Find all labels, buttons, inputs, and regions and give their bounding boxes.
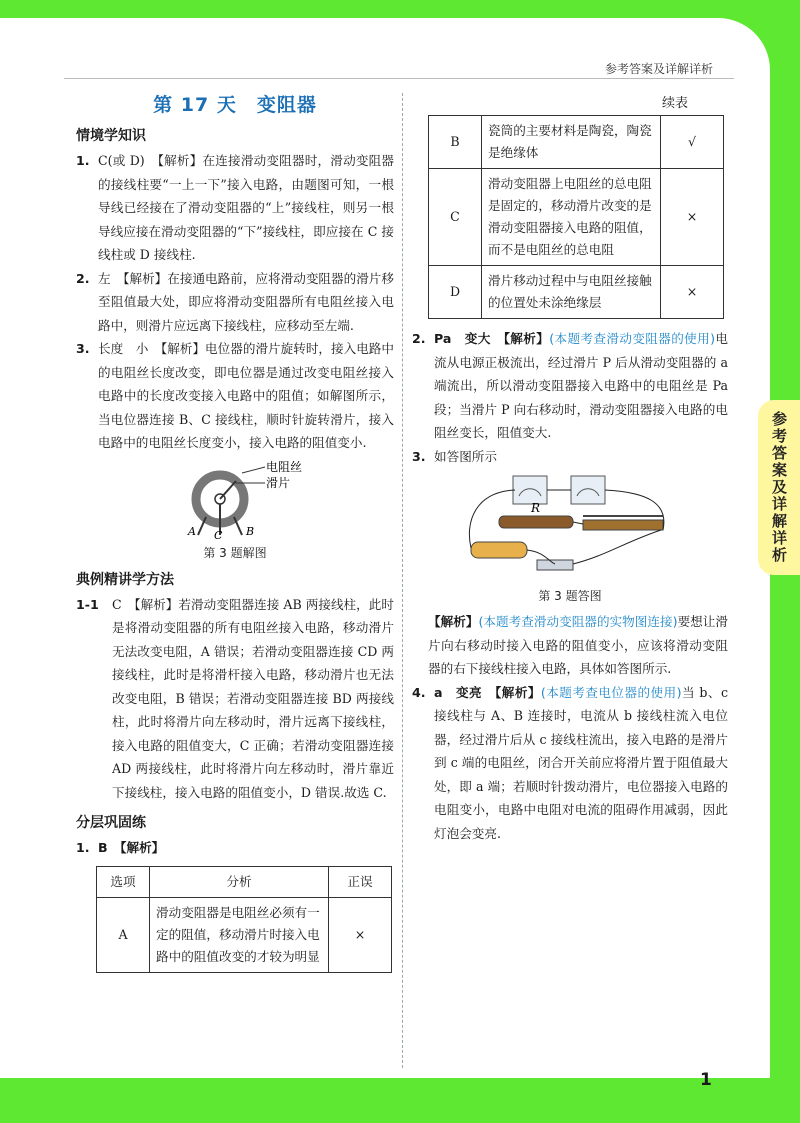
analysis-paragraph [412,610,728,681]
item-number: 4. [412,684,426,700]
item-note: (本题考查滑动变阻器的使用) [549,331,716,346]
label-resistance-wire: 电阻丝 [266,459,303,474]
item-text: 要想让滑片向右移动时接入电路的阻值变小，应该将滑动变阻器的右下接线柱接入电路，具体如答图所示. [428,614,729,676]
item-number: 2. [412,331,426,346]
running-header: 参考答案及详解详析 [605,62,714,76]
column-divider [402,93,403,1068]
page-sheet [0,18,770,1090]
page-number: 1 [700,1070,712,1090]
item-text: 如答图所示 [434,448,497,464]
battery [471,542,527,558]
answer-item [76,836,394,860]
analysis-table [96,866,392,973]
cell-analysis: 瓷筒的主要材料是陶瓷，陶瓷是绝缘体 [482,116,661,169]
item-number: 1. [76,840,90,855]
switch [537,560,573,570]
table-row [429,266,724,319]
answer-item [76,337,394,455]
cell-verdict: × [661,169,724,266]
item-text: 左 【解析】在接通电路前，应将滑动变阻器的滑片移至阻值最大处，即应将滑动变阻器所有电阻丝接入电路中，则滑片应远离下接线柱，应移动至左端. [98,270,394,333]
left-column [76,86,394,973]
item-text: C(或 D) 【解析】在连接滑动变阻器时，滑动变阻器的接线柱要“一上一下”接入电路，由题图可知，一根导线已经接在了滑动变阻器的“上”接线柱，则另一根导线应接在滑动变阻器的“下”接线柱，即应接在 C 接线柱或 D 接线柱. [98,153,394,262]
label-slider: 滑片 [266,475,291,490]
cell-option: B [429,116,482,169]
item-text: 长度 小 【解析】电位器的滑片旋转时，接入电路中的电阻丝长度改变，即电位器是通过改变电阻丝接入电路中的长度改变接入电路中的阻值；如解图所示，当电位器连接 B、C 接线柱，顺时针旋转滑片，接入电路中的电阻丝长度变小，接入电路的阻值变小. [98,341,394,450]
leader-wire [242,467,265,473]
item-number: 3. [412,448,426,464]
cell-verdict: × [329,897,392,972]
item-number: 1-1 [76,596,99,612]
answer-item [76,149,394,267]
section-heading-practice: 分层巩固练 [76,815,146,831]
answer-item [412,681,728,846]
wire [573,530,661,564]
label-b: B [246,524,255,538]
header-analysis: 分析 [150,866,329,897]
potentiometer-diagram [170,459,303,542]
analysis-table-continued [428,115,724,319]
circuit-diagram [455,472,685,582]
answer-item [412,445,728,469]
ammeter [513,476,547,504]
header-option: 选项 [97,866,150,897]
figure-caption: 第 3 题解图 [203,545,267,560]
cell-analysis: 滑动变阻器是电阻丝必须有一定的阻值，移动滑片时接入电路中的阻值改变的才较为明显 [150,897,329,972]
rheostat [583,520,663,530]
answer-item [412,327,728,445]
voltmeter [571,476,605,504]
item-text: 电流从电源正极流出，经过滑片 P 后从滑动变阻器的 a 端流出，所以滑动变阻器接入电路中的电阻丝是 Pa 段；当滑片 P 向右移动时，滑动变阻器接入电路的电阻丝变长，阻值变大. [434,331,729,440]
item-text: B 【解析】 [98,840,165,855]
item-text: C 【解析】若滑动变阻器连接 AB 两接线柱，此时是将滑动变阻器的所有电阻丝接入电路，移动滑片无法改变电阻，A 错误；若滑动变阻器连接 CD 两接线柱，此时是将滑杆接入电路，移动滑片也无法改变电阻，B 错误；若滑动变阻器连接 BD 两接线柱，此时将滑片向左移动时，滑片远离下接线柱，接入电路的阻值变大，C 正确；若滑动变阻器连接 AD 两接线柱，此时将滑片向左移动时，滑片靠近下接线柱，接入电路的阻值变小，D 错误.故选 C. [112,596,394,800]
figure-circuit [412,472,728,604]
slider-arm [220,481,236,499]
item-text: 当 b、c 接线柱与 A、B 连接时，电流从 b 接线柱流入电位器，经过滑片后从 c 接线柱流出，接入电路的是滑片到 c 端的电阻丝，闭合开关前应将滑片置于阻值最大处，即 a 端；若顺时针拨动滑片，电位器接入电路的电阻变小，电路中电阻对电流的阻碍作用减弱，因此灯泡会变亮. [434,684,728,841]
figure-potentiometer [76,459,394,561]
cell-option: A [97,897,150,972]
page-title: 第 17 天 变阻器 [153,94,317,116]
right-column [412,98,728,845]
analysis-head: 【解析】 [428,614,479,629]
item-number: 3. [76,341,90,356]
cell-verdict: × [661,266,724,319]
label-a: A [188,524,196,538]
item-number: 2. [76,270,90,286]
cell-verdict: √ [661,116,724,169]
section-heading-examples: 典例精讲学方法 [76,571,174,588]
table-row [97,897,392,972]
label-c: C [214,528,223,542]
answer-item [76,267,394,338]
wire [573,522,583,524]
item-note: (本题考查滑动变阻器的实物图连接) [478,614,678,629]
header-verdict: 正误 [329,866,392,897]
item-note: (本题考查电位器的使用) [540,684,682,700]
table-row [429,169,724,266]
item-answer: Pa 变大 【解析】 [434,331,550,346]
header-rule [64,78,734,79]
label-r: R [531,501,541,515]
item-number: 1. [76,153,90,168]
cell-option: C [429,169,482,266]
fixed-resistor [499,516,573,528]
answers-side-tab: 参考答案及详解详析 [758,400,800,575]
cell-option: D [429,266,482,319]
cell-analysis: 滑动变阻器上电阻丝的总电阻是固定的，移动滑片改变的是滑动变阻器接入电路的阻值，而不是电阻丝的总电阻 [482,169,661,266]
item-answer: a 变亮 【解析】 [434,684,541,700]
table-row [429,116,724,169]
cell-analysis: 滑片移动过程中与电阻丝接触的位置处未涂绝缘层 [482,266,661,319]
section-heading-situational: 情境学知识 [76,128,146,144]
table-continued-label: 续表 [661,96,688,111]
figure-caption: 第 3 题答图 [538,589,602,603]
table-header-row [97,866,392,897]
answer-item [76,593,394,805]
